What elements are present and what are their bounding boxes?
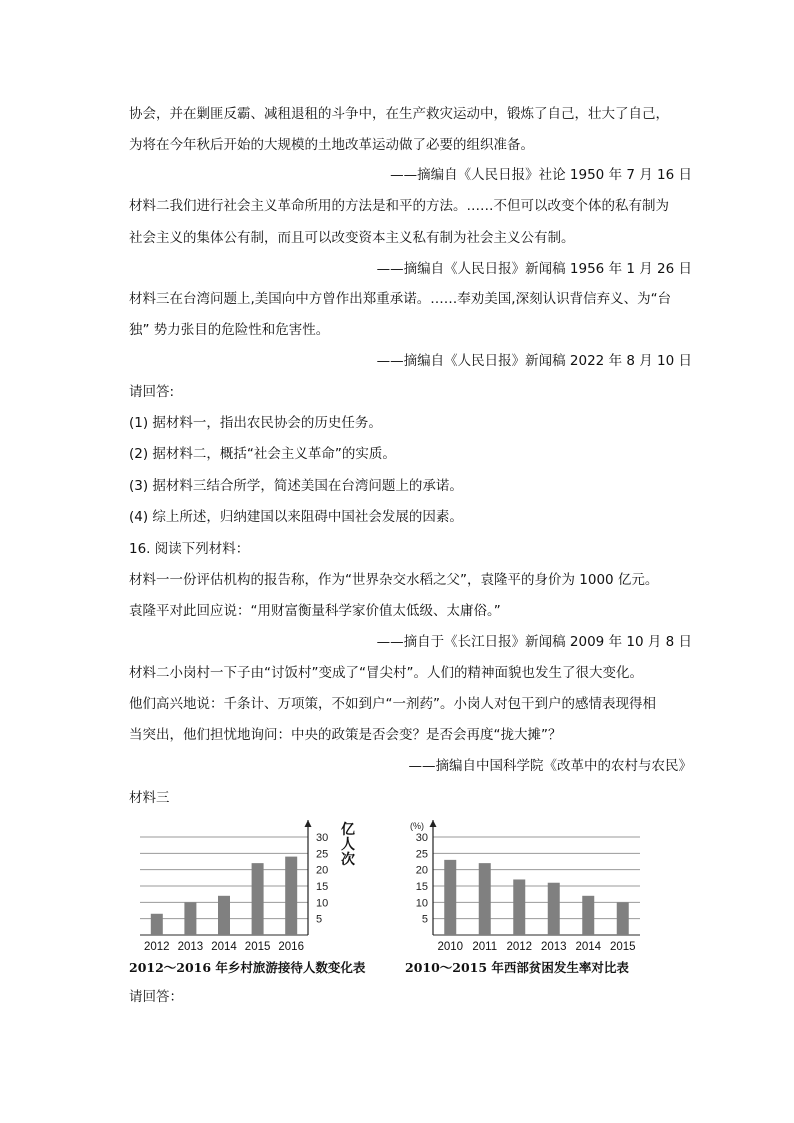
material-b2-text-line: 他们高兴地说：千条计、万项策，不如到户“一剂药”。小岗人对包干到户的感情表现得相 (129, 696, 656, 712)
material-b1-text-line: 材料一一份评估机构的报告称，作为“世界杂交水稻之父”，袁隆平的身价为 1000 亿元。 (129, 572, 659, 588)
y-axis-arrow (430, 820, 437, 827)
bar (582, 896, 594, 935)
material-b2-text-line: 当突出，他们担忧地询问：中央的政策是否会变？是否会再度“拢大摊”？ (129, 727, 562, 743)
bar (252, 863, 264, 935)
y-axis-label-char: 人 (341, 836, 355, 852)
bar (513, 879, 525, 935)
x-tick-label: 2014 (575, 941, 602, 953)
bar (444, 860, 456, 935)
bar (151, 914, 163, 935)
chart-western-poverty (395, 818, 655, 962)
rural-tourism-bar-chart (130, 818, 370, 958)
y-tick-label: 5 (421, 913, 428, 926)
y-tick-label: 10 (415, 897, 428, 910)
y-tick-label: 5 (316, 913, 323, 926)
y-tick-label: 30 (415, 832, 428, 844)
material-1-text-line: 为将在今年秋后开始的大规模的土地改革运动做了必要的组织准备。 (129, 137, 534, 153)
y-tick-label: 25 (316, 848, 329, 861)
x-tick-label: 2014 (211, 941, 237, 953)
x-tick-label: 2012 (506, 941, 533, 953)
bar (184, 902, 196, 935)
material-2-text-line: 社会主义的集体公有制，而且可以改变资本主义私有制为社会主义公有制。 (129, 230, 575, 246)
bar (218, 896, 230, 935)
material-b2-text-line: 材料二小岗村一下子由“讨饭村”变成了“冒尖村”。人们的精神面貌也发生了很大变化。 (129, 665, 643, 681)
chart-1-caption: 2012～2016 年乡村旅游接待人数变化表 (129, 960, 366, 975)
x-tick-label: 2013 (540, 941, 567, 953)
x-tick-label: 2011 (472, 941, 498, 953)
western-poverty-bar-chart (395, 818, 655, 958)
material-b3-label: 材料三 (129, 790, 170, 806)
question-16-heading: 16. 阅读下列材料： (129, 541, 250, 557)
bar (285, 857, 297, 935)
x-tick-label: 2012 (144, 941, 170, 953)
y-tick-label: 25 (415, 848, 428, 861)
question-item: (4) 综上所述，归纳建国以来阻碍中国社会发展的因素。 (129, 509, 463, 525)
x-tick-label: 2015 (244, 941, 271, 953)
y-axis-arrow (305, 820, 312, 827)
y-axis-label-char: 次 (341, 851, 355, 867)
material-2-source: ——摘编自《人民日报》新闻稿 1956 年 1 月 26 日 (376, 261, 692, 277)
y-tick-label: 15 (316, 881, 329, 893)
question-item: (2) 据材料二，概括“社会主义革命”的实质。 (129, 446, 396, 462)
material-b1-source: ——摘自于《长江日报》新闻稿 2009 年 10 月 8 日 (376, 634, 692, 650)
y-tick-label: 10 (316, 897, 329, 910)
y-tick-label: 20 (415, 864, 428, 877)
material-b2-source: ——摘编自中国科学院《改革中的农村与农民》 (408, 758, 692, 774)
y-tick-label: 30 (316, 832, 329, 844)
bar (479, 863, 491, 935)
question-prompt: 请回答： (129, 989, 183, 1005)
material-3-source: ——摘编自《人民日报》新闻稿 2022 年 8 月 10 日 (376, 353, 692, 369)
question-item: (1) 据材料一，指出农民协会的历史任务。 (129, 415, 382, 431)
x-tick-label: 2016 (278, 941, 304, 953)
y-tick-label: 20 (316, 864, 329, 877)
x-tick-label: 2015 (609, 941, 636, 953)
material-b1-text-line: 袁隆平对此回应说：“用财富衡量科学家价值太低级、太庸俗。” (129, 603, 501, 619)
material-3-text-line: 独” 势力张目的危险性和危害性。 (129, 322, 330, 338)
question-prompt: 请回答: (129, 384, 175, 400)
x-tick-label: 2010 (437, 941, 464, 953)
x-tick-label: 2013 (177, 941, 204, 953)
y-axis-label: (%) (410, 821, 424, 831)
bar (548, 883, 560, 935)
material-1-source: ——摘编自《人民日报》社论 1950 年 7 月 16 日 (390, 167, 692, 183)
material-1-text-line: 协会，并在剿匪反霸、减租退租的斗争中，在生产救灾运动中，锻炼了自己，壮大了自己， (129, 106, 669, 122)
question-item: (3) 据材料三结合所学，简述美国在台湾问题上的承诺。 (129, 478, 463, 494)
material-3-text-line: 材料三在台湾问题上,美国向中方曾作出郑重承诺。……奉劝美国,深刻认识背信弃义、为“台 (129, 291, 672, 307)
material-2-text-line: 材料二我们进行社会主义革命所用的方法是和平的方法。……不但可以改变个体的私有制为 (129, 198, 669, 214)
chart-2-caption: 2010～2015 年西部贫困发生率对比表 (405, 960, 629, 975)
chart-rural-tourism (130, 818, 370, 962)
y-axis-label-char: 亿 (341, 821, 355, 837)
y-tick-label: 15 (415, 881, 428, 893)
bar (617, 902, 629, 935)
